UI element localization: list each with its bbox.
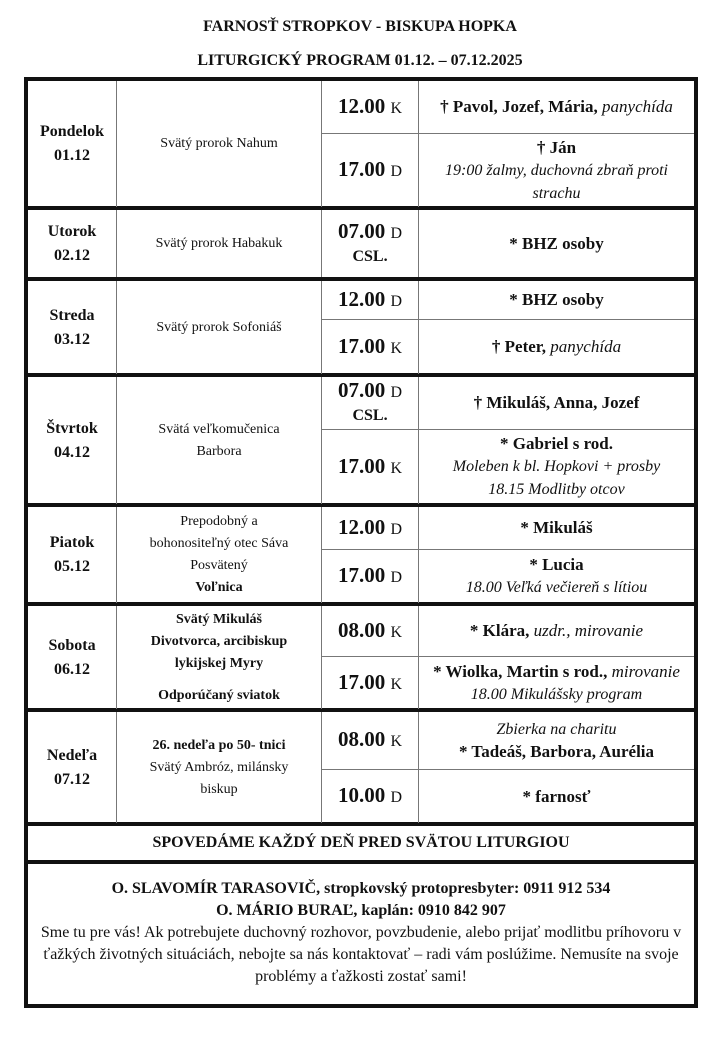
time: 12.00 — [337, 93, 386, 118]
confession-notice: SPOVEDÁME KAŽDÝ DEŇ PRED SVÄTOU LITURGIOU — [28, 826, 694, 864]
day-name: Sobota — [48, 636, 96, 654]
day-date: 03.12 — [54, 330, 90, 348]
time-cell — [322, 377, 419, 429]
feast-cell — [117, 377, 322, 504]
day-cell — [28, 281, 117, 374]
day-name: Piatok — [49, 534, 95, 551]
time-cell — [322, 430, 419, 504]
rite-letter: D — [390, 520, 403, 538]
liturgy-slot — [322, 606, 694, 657]
intention-names: † Ján — [536, 137, 577, 157]
time-line — [338, 455, 402, 480]
intention-cell — [419, 81, 694, 133]
day-row — [28, 281, 694, 377]
intention-line — [459, 741, 654, 763]
intention-names: * BHZ osoby — [509, 290, 604, 309]
intention-cell — [419, 657, 694, 709]
day-date: 05.12 — [54, 558, 90, 575]
liturgy-slot — [322, 430, 694, 504]
feast-cell — [117, 81, 322, 207]
time-line — [338, 335, 402, 360]
intention-line — [492, 336, 621, 358]
parish-title: FARNOSŤ STROPKOV - BISKUPA HOPKA — [203, 18, 517, 35]
time: 17.00 — [337, 669, 386, 694]
day-date: 04.12 — [54, 443, 90, 461]
intention-line — [497, 718, 617, 741]
liturgy-slot — [322, 81, 694, 134]
day-row — [28, 210, 694, 281]
rite-letter: K — [390, 675, 403, 693]
time: 10.00 — [337, 783, 386, 807]
time-line — [338, 158, 402, 183]
intention-line — [523, 786, 591, 808]
intention-line — [509, 233, 603, 255]
language-csl: CSL. — [352, 247, 388, 265]
rite-letter: D — [390, 384, 403, 401]
time-cell — [322, 657, 419, 709]
contact-message: Sme tu pre vás! Ak potrebujete duchovný rozhovor, povzbudenie, alebo prijať modlitbu príhovoru v ťažkých životných situáciách, nebojte sa nás kontaktovať – radi vám poslúžime. Nemusíte na svoje problémy a ťažkosti zostať sami! — [40, 924, 682, 985]
time-line — [338, 564, 402, 589]
intention-cell — [419, 550, 694, 603]
intention-line — [433, 661, 680, 683]
intention-names: * BHZ osoby — [509, 233, 604, 253]
intention-line — [470, 620, 643, 642]
priest-contact-2: O. MÁRIO BURAĽ, kaplán: 0910 842 907 — [216, 902, 506, 919]
intention-note: uzdr., mirovanie — [529, 621, 644, 640]
feast-cell — [117, 281, 322, 374]
day-name: Streda — [49, 306, 95, 324]
language-csl: CSL. — [352, 407, 388, 424]
slots — [322, 81, 694, 207]
liturgy-slot — [322, 657, 694, 709]
day-date: 02.12 — [54, 246, 90, 264]
rite-letter: D — [390, 224, 403, 242]
intention-extra: 18.15 Modlitby otcov — [488, 481, 625, 498]
intention-line — [509, 289, 603, 311]
feast-line: Svätý prorok Habakuk — [155, 235, 283, 251]
intention-note: panychída — [597, 97, 673, 116]
feast-line: biskup — [200, 781, 238, 797]
day-cell — [28, 377, 117, 504]
day-row — [28, 712, 694, 826]
intention-names: * Klára, — [469, 621, 530, 640]
intention-line — [474, 392, 640, 414]
liturgy-slot — [322, 712, 694, 770]
contact-section — [28, 864, 694, 1004]
intention-line — [423, 159, 690, 205]
day-date: 01.12 — [54, 147, 90, 164]
intention-line — [453, 455, 660, 478]
feast-cell — [117, 507, 322, 603]
intention-line — [537, 137, 576, 159]
liturgy-slot — [322, 281, 694, 320]
intention-names: * Wiolka, Martin s rod., — [433, 661, 608, 681]
time-cell — [322, 606, 419, 656]
feast-recommended: Odporúčaný sviatok — [158, 687, 280, 703]
intention-cell — [419, 210, 694, 277]
feast-cell — [117, 712, 322, 823]
rite-letter: D — [390, 163, 403, 180]
feast-bold-line: lykijskej Myry — [174, 655, 264, 671]
time: 17.00 — [337, 333, 386, 358]
intention-extra: Moleben k bl. Hopkovi + prosby — [452, 458, 661, 475]
time: 08.00 — [337, 727, 386, 751]
time: 17.00 — [337, 563, 386, 587]
feast-line: Prepodobný a — [180, 514, 258, 529]
time-cell — [322, 320, 419, 374]
slots — [322, 507, 694, 603]
intention-line — [440, 96, 673, 118]
intention-names: * Mikuláš — [520, 518, 593, 537]
time-line — [338, 288, 402, 313]
intention-line — [529, 554, 583, 576]
time-line — [338, 95, 402, 120]
day-cell — [28, 712, 117, 823]
intention-line — [520, 517, 592, 539]
intention-cell — [419, 281, 694, 319]
day-name: Nedeľa — [46, 746, 98, 764]
intention-line — [471, 683, 642, 706]
time-cell — [322, 712, 419, 769]
intention-note: panychída — [546, 337, 622, 356]
feast-cell — [117, 210, 322, 277]
intention-names: † Pavol, Jozef, Mária, — [440, 97, 598, 116]
slots — [322, 712, 694, 823]
liturgy-slot — [322, 320, 694, 374]
day-cell — [28, 81, 117, 207]
rite-letter: K — [390, 623, 403, 641]
program-title: LITURGICKÝ PROGRAM 01.12. – 07.12.2025 — [197, 52, 523, 69]
liturgy-slot — [322, 134, 694, 207]
slots — [322, 606, 694, 709]
intention-extra: 18.00 Mikulášsky program — [470, 685, 643, 703]
time-cell — [322, 81, 419, 133]
intention-note: mirovanie — [607, 661, 680, 681]
intention-extra: 18.00 Veľká večiereň s lítiou — [465, 579, 648, 596]
intention-cell — [419, 320, 694, 374]
time-line — [338, 619, 402, 644]
intention-extra: 19:00 žalmy, duchovná zbraň proti strachu — [445, 161, 668, 202]
liturgy-slot — [322, 507, 694, 550]
day-name: Pondelok — [39, 123, 104, 140]
liturgy-slot — [322, 550, 694, 603]
time: 17.00 — [337, 157, 386, 181]
time-line — [338, 671, 402, 696]
intention-names: † Mikuláš, Anna, Jozef — [473, 393, 640, 412]
rite-letter: K — [390, 733, 403, 750]
intention-line — [488, 478, 624, 501]
day-cell — [28, 210, 117, 277]
intention-cell — [419, 134, 694, 207]
day-name: Štvrtok — [46, 419, 98, 437]
time: 08.00 — [337, 617, 386, 642]
intention-names: * Tadeáš, Barbora, Aurélia — [458, 742, 655, 761]
days-container — [28, 81, 694, 826]
day-date: 06.12 — [54, 660, 90, 678]
day-row — [28, 606, 694, 712]
time-cell — [322, 210, 419, 277]
day-row — [28, 507, 694, 606]
feast-line: bohonositeľný otec Sáva — [149, 536, 289, 551]
day-date: 07.12 — [54, 770, 90, 788]
feast-line: Posvätený — [190, 558, 248, 573]
time-cell — [322, 550, 419, 603]
day-row — [28, 81, 694, 210]
day-cell — [28, 606, 117, 709]
time-line — [338, 728, 402, 753]
rite-letter: D — [390, 569, 403, 586]
feast-line: Svätý prorok Nahum — [160, 136, 278, 151]
slots — [322, 377, 694, 504]
intention-names: * farnosť — [522, 786, 591, 806]
time-cell — [322, 507, 419, 549]
time: 12.00 — [337, 514, 386, 539]
day-name: Utorok — [47, 222, 97, 240]
rite-letter: K — [390, 99, 403, 117]
time: 07.00 — [337, 218, 386, 243]
intention-cell — [419, 377, 694, 429]
time-cell — [322, 134, 419, 207]
time-line — [338, 220, 402, 245]
rite-letter: D — [390, 292, 403, 310]
rite-letter: K — [390, 459, 403, 477]
liturgy-slot — [322, 770, 694, 823]
feast-bold-line: Divotvorca, arcibiskup — [150, 633, 288, 649]
day-row — [28, 377, 694, 507]
day-cell — [28, 507, 117, 603]
intention-cell — [419, 770, 694, 823]
rite-letter: K — [390, 339, 403, 357]
time-cell — [322, 770, 419, 823]
slots — [322, 210, 694, 277]
intention-names: * Gabriel s rod. — [499, 434, 614, 453]
time: 07.00 — [337, 378, 386, 402]
feast-line: Barbora — [196, 443, 242, 459]
feast-bold-line: Svätý Mikuláš — [176, 611, 262, 627]
time-line — [338, 784, 402, 809]
intention-cell — [419, 712, 694, 769]
intention-names: † Peter, — [491, 337, 547, 356]
liturgy-slot — [322, 377, 694, 430]
intention-names: * Lucia — [529, 555, 584, 574]
priest-contact-1: O. SLAVOMÍR TARASOVIČ, stropkovský protopresbyter: 0911 912 534 — [111, 880, 611, 897]
time: 17.00 — [337, 453, 386, 478]
time-cell — [322, 281, 419, 319]
intention-extra: Zbierka na charitu — [496, 721, 617, 738]
intention-line — [500, 433, 613, 455]
time: 12.00 — [337, 286, 386, 311]
intention-cell — [419, 507, 694, 549]
feast-bold-line: 26. nedeľa po 50- tnici — [152, 737, 286, 753]
intention-cell — [419, 430, 694, 504]
feast-line: Svätý Ambróz, milánsky — [149, 759, 289, 775]
time-line — [338, 516, 402, 541]
feast-bold: Voľnica — [195, 580, 243, 595]
feast-line: Svätý prorok Sofoniáš — [156, 319, 282, 335]
intention-cell — [419, 606, 694, 656]
time-line — [338, 379, 402, 404]
feast-line: Svätá veľkomučenica — [158, 421, 280, 437]
liturgy-slot — [322, 210, 694, 277]
schedule-table — [24, 77, 698, 1008]
feast-cell — [117, 606, 322, 709]
slots — [322, 281, 694, 374]
intention-line — [466, 576, 648, 599]
rite-letter: D — [390, 789, 403, 806]
